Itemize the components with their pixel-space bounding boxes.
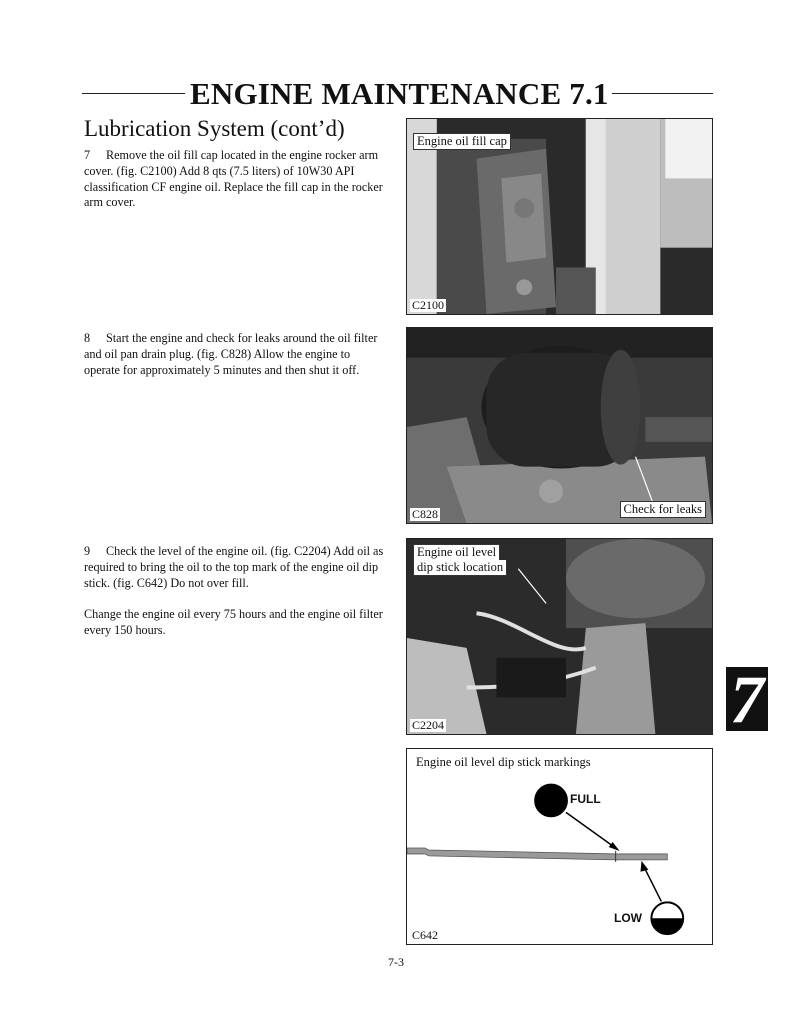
step-7 (84, 148, 384, 211)
figure-c2204-id: C2204 (412, 718, 445, 732)
oil-filter-image (407, 328, 712, 523)
figure-c2204-photo (406, 538, 713, 735)
figure-c828-caption: Check for leaks (620, 501, 706, 518)
step-9 (84, 544, 384, 591)
header-rule-right (612, 93, 713, 94)
step-text: Start the engine and check for leaks around the oil filter and oil pan drain plug. (fig. C828) Allow the engine to operate for approximately 5 minutes and then shut it off. (84, 331, 378, 377)
figure-c2100-id: C2100 (412, 298, 445, 312)
header-rule-left (82, 93, 185, 94)
full-marker-label: FULL (570, 792, 601, 806)
page-title: ENGINE MAINTENANCE 7.1 (190, 76, 609, 111)
figure-c642-caption: Engine oil level dip stick markings (413, 755, 594, 770)
step-number: 7 (84, 148, 91, 162)
step-number: 9 (84, 544, 91, 558)
step-number: 8 (84, 331, 91, 345)
figure-c2204-caption-line1: Engine oil level (413, 544, 500, 560)
chapter-tab: 7 (726, 667, 768, 731)
page-number: 7-3 (388, 955, 404, 969)
figure-c2100-photo (406, 118, 713, 315)
figure-c828-id: C828 (412, 507, 439, 521)
step-text: Remove the oil fill cap located in the engine rocker arm cover. (fig. C2100) Add 8 qts (7.5 liters) of 10W30 API classification CF engine oil. Replace the fill cap in the rocker arm cover. (84, 148, 383, 210)
maintenance-note: Change the engine oil every 75 hours and the engine oil filter every 150 hours. (84, 607, 383, 637)
step-text: Check the level of the engine oil. (fig. C2204) Add oil as required to bring the oil to the top mark of the engine oil dip stick. (fig. C642) Do not over fill. (84, 544, 384, 590)
figure-c2100-caption: Engine oil fill cap (413, 133, 511, 150)
step-8 (84, 331, 384, 378)
figure-c828-photo (406, 327, 713, 524)
section-title: Lubrication System (cont’d) (84, 116, 345, 141)
low-marker-label: LOW (614, 911, 642, 925)
dipstick-markings-diagram (407, 749, 712, 944)
figure-c2204-caption-line2: dip stick location (413, 560, 507, 576)
figure-c642-id: C642 (412, 928, 439, 942)
figure-c642-diagram (406, 748, 713, 945)
